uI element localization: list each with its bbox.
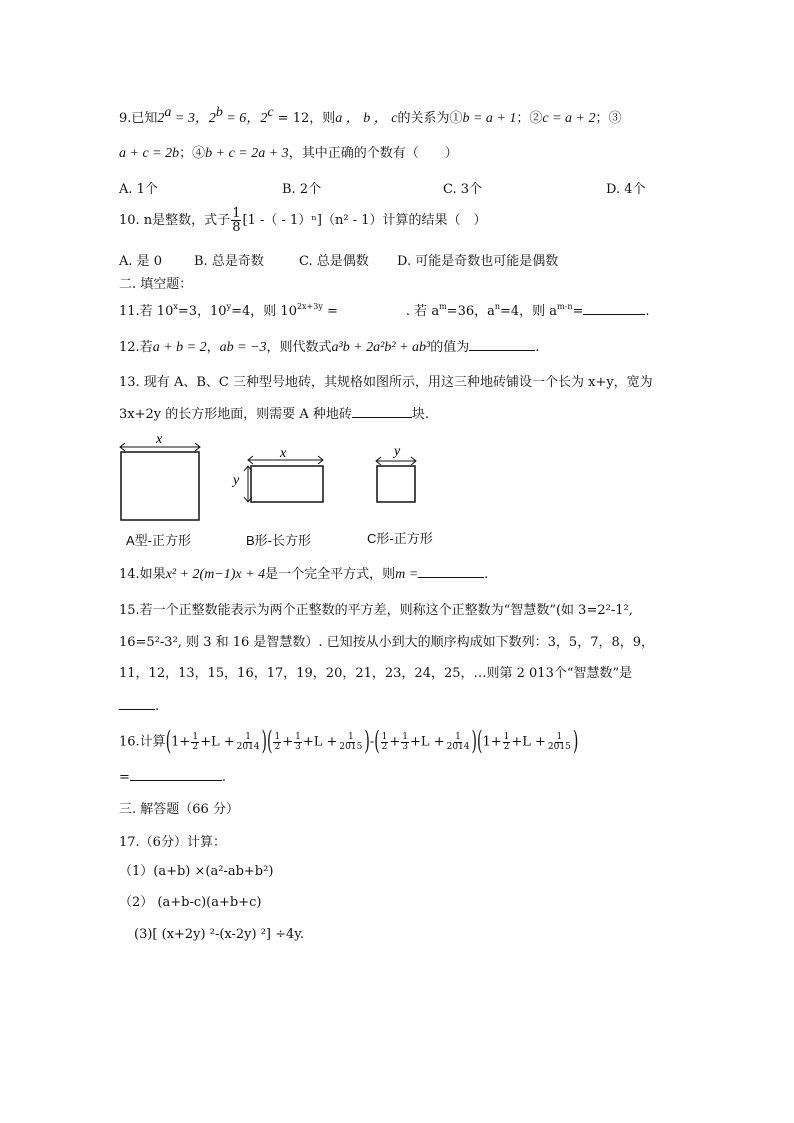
a-shape-label: A型-正方形 [126, 533, 192, 548]
q17-part2: （2） (a+b-c)(a+b+c) [119, 895, 262, 910]
q17-title: 17.（6分）计算： [119, 835, 226, 850]
q15-line2: 16=5²-3², 则 3 和 16 是智慧数）. 已知按从小到大的顺序构成如下数列：3，5，7，8，9， [119, 635, 655, 650]
q10-option-a[interactable]: A. 是 0 [119, 254, 163, 269]
q9-line1: 9.已知$2^a = 3$，$2^b = 6$，$2^c = 12$，则a ， b ， c的关系为①b = a + 1；②c = a + 2；③ [119, 105, 622, 126]
q16-line: 16.计算(1+ $\frac{1}{2}$ +L + $\frac{1}{2014}$ )( $\frac{1}{2}$ + $\frac{1}{3}$ +L + $\frac{1}{2015}$ )-( $\frac{1}{2}$ + $\frac{1}{3}$ +L + $\frac{1}{2014}$ )(1+ $\frac{1}{2}$ +L + $\frac{1}{2015}$ ) [119, 726, 579, 758]
q15-line3: 11，12，13，15，16，17，19，20，21，23，24，25，…则第 2 013个“智慧数”是 [119, 666, 633, 681]
section-2-heading: 二. 填空题： [119, 277, 193, 292]
c-shape-label: C形-正方形 [367, 531, 433, 546]
q15-answer-blank[interactable] [119, 697, 155, 710]
q9-option-a[interactable]: A. 1个 [119, 182, 158, 197]
q10-option-c[interactable]: C. 总是偶数 [299, 254, 369, 269]
q13-line1: 13. 现有 A、B、C 三种型号地砖，其规格如图所示，用这三种地砖铺设一个长为 x+y，宽为 [119, 375, 653, 390]
q15-line4: . [119, 697, 159, 716]
q17-part1: （1）(a+b) ×(a²-ab+b²) [119, 864, 274, 879]
q15-line1: 15.若一个正整数能表示为两个正整数的平方差，则称这个正整数为“智慧数”(如 3=2²-1², [119, 603, 633, 618]
q16-answer-line: = . [119, 770, 227, 785]
q11-answer-blank[interactable] [583, 302, 645, 315]
q13-answer-blank[interactable] [352, 405, 412, 418]
b-height-label: y [233, 473, 240, 488]
q12-line: 12.若a + b = 2，ab = −3，则代数式a³b + 2a²b² + ab³的值为 . [119, 340, 540, 355]
q10-fraction: $\frac{1}{8}$ [232, 206, 241, 235]
q10-line: 10. n是整数，式子 $\frac{1}{8}$ [1 -（ - 1）ⁿ]（n² - 1）计算的结果（ ） [119, 206, 487, 235]
q13-line2: 3x+2y 的长方形地面，则需要 A 种地砖 块. [119, 407, 430, 422]
q9-prefix: 9.已知 [119, 111, 158, 126]
c-square [377, 466, 415, 502]
q11-line: 11.若 $10^x=3$，$10^y=4$，则 $10^{2x+3y}$ = . 若 $a^m=36$，$a^n=4$，则 $a^{m-n}=$ . [119, 302, 650, 319]
q14-line: 14.如果x² + 2(m−1)x + 4是一个完全平方式，则m = . [119, 567, 489, 582]
q17-part3: (3)[ (x+2y) ²-(x-2y) ²] ÷4y. [134, 927, 305, 942]
q12-answer-blank[interactable] [469, 338, 535, 351]
q10-option-b[interactable]: B. 总是奇数 [194, 254, 264, 269]
q9-option-c[interactable]: C. 3个 [443, 182, 483, 197]
section-3-heading: 三. 解答题（66 分） [119, 802, 239, 817]
b-width-label: x [280, 446, 287, 461]
q10-option-d[interactable]: D. 可能是奇数也可能是偶数 [397, 254, 559, 269]
a-square [121, 452, 199, 520]
q9-option-d[interactable]: D. 4个 [606, 182, 646, 197]
b-shape-label: B形-长方形 [246, 533, 312, 548]
b-rectangle [251, 466, 323, 502]
q14-answer-blank[interactable] [418, 565, 484, 578]
c-dim-label: y [394, 444, 401, 459]
q9-option-b[interactable]: B. 2个 [282, 182, 322, 197]
q9-line2: a + c = 2b；④b + c = 2a + 3，其中正确的个数有（ ） [119, 146, 458, 161]
q13-tile-figure [110, 428, 470, 524]
a-dim-label: x [156, 432, 163, 447]
q16-answer-blank[interactable] [130, 768, 222, 781]
